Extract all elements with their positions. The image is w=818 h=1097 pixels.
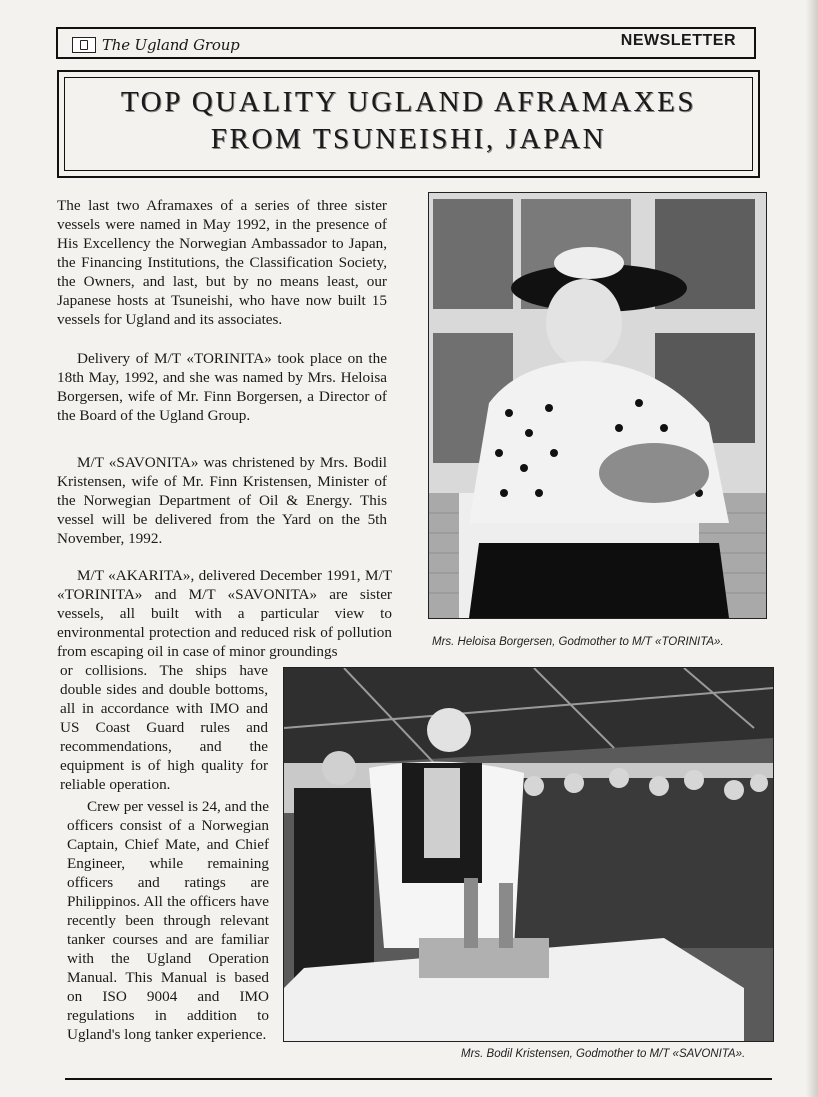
article-title-box bbox=[57, 70, 760, 178]
paragraph-3: M/T «SAVONITA» was christened by Mrs. Bodil Kristensen, wife of Mr. Finn Kristensen, Minister of the Norwegian Department of Oil & Energy. This vessel will be delivered from the Yard on the 5th November, 1992. bbox=[57, 454, 387, 547]
paragraph-2: Delivery of M/T «TORINITA» took place on the 18th May, 1992, and she was named by Mrs. Heloisa Borgersen, wife of Mr. Finn Borgersen, a Director of the Board of the Ugland Group. bbox=[57, 350, 387, 424]
photo-bodil-kristensen bbox=[283, 667, 774, 1042]
paragraph-5: Crew per vessel is 24, and the officers consist of a Norwegian Captain, Chief Mate, and Chief Engineer, while remaining officers and ratings are Philippinos. All the officers have recently been through relevant tanker courses and are familiar with the Ugland Operation Manual. This Manual is based on ISO 9004 and IMO regulations in addition to Ugland's long tanker experience. bbox=[67, 798, 269, 1043]
brand bbox=[72, 36, 240, 54]
photo-heloisa-borgersen bbox=[428, 192, 767, 619]
photo-bodil-kristensen-illustration bbox=[284, 668, 773, 1041]
paragraph-1: The last two Aframaxes of a series of three sister vessels were named in May 1992, in the presence of His Excellency the Norwegian Ambassador to Japan, the Financing Institutions, the Classification Society, the Owners, and last, but by no means least, our Japanese hosts at Tsuneishi, who have now built 15 vessels for Ugland and its associates. bbox=[57, 197, 387, 328]
newsletter-header bbox=[56, 27, 756, 59]
photo-1-caption: Mrs. Heloisa Borgersen, Godmother to M/T «TORINITA». bbox=[432, 636, 724, 648]
article-title-line-1: TOP QUALITY UGLAND AFRAMAXES bbox=[120, 86, 697, 118]
brand-name: The Ugland Group bbox=[102, 36, 240, 54]
article-title-line-2: FROM TSUNEISHI, JAPAN bbox=[210, 123, 607, 155]
footer-rule bbox=[65, 1078, 772, 1080]
paragraph-4: M/T «AKARITA», delivered December 1991, M/T «TORINITA» and M/T «SAVONITA» are sister vessels, all built with a particular view to environmental protection and reduced risk of pollution from escaping oil in case of minor groundings bbox=[57, 567, 392, 660]
section-label: NEWSLETTER bbox=[620, 32, 736, 49]
paragraph-4-continued: or collisions. The ships have double sides and double bottoms, all in accordance with IMO and US Coast Guard rules and recommendations, and the equipment is of high quality for reliable operation. bbox=[60, 662, 268, 793]
page-gutter-shadow bbox=[806, 0, 818, 1097]
photo-heloisa-borgersen-illustration bbox=[429, 193, 766, 618]
photo-2-caption: Mrs. Bodil Kristensen, Godmother to M/T «SAVONITA». bbox=[461, 1048, 746, 1060]
ugland-flag-icon bbox=[72, 37, 96, 53]
